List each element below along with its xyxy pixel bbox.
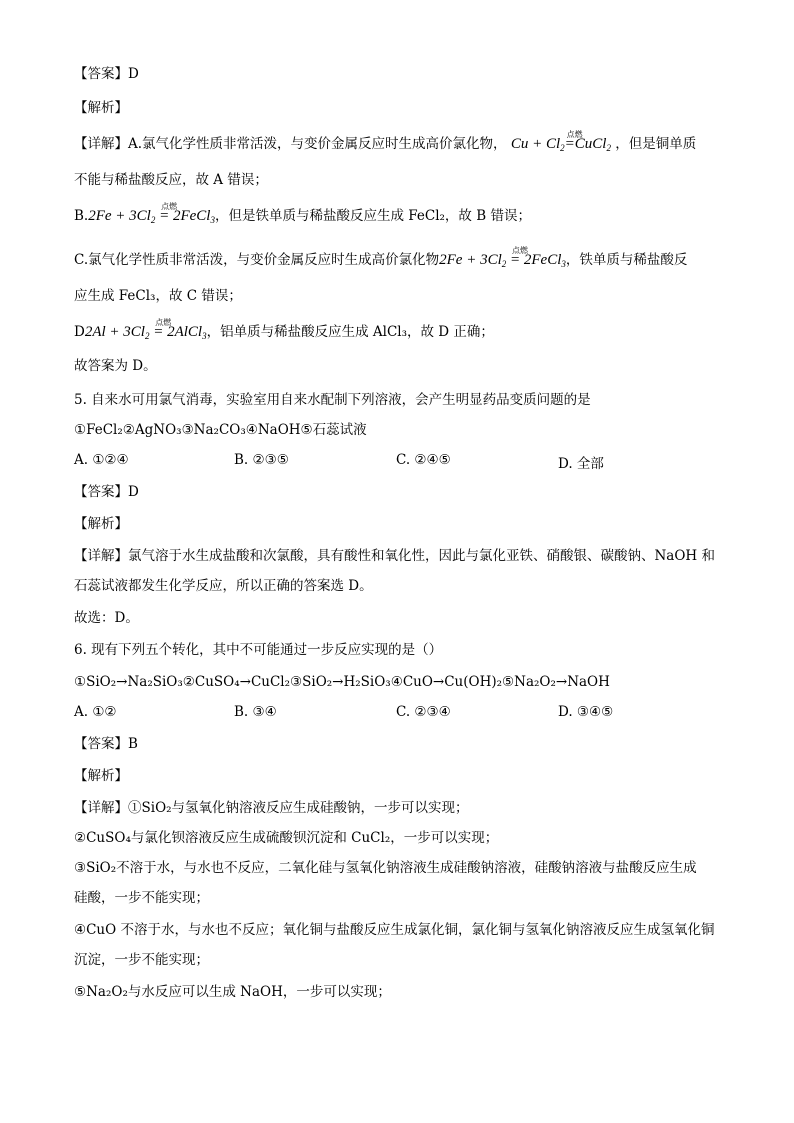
detail-c-line1: C.氯气化学性质非常活泼，与变价金属反应时生成高价氯化物$2Fe + 3Cl_2$ = 点燃 2FeCl$_3$，铁单质与稀盐酸反 — [74, 246, 688, 269]
q5-option-c: C. ②④⑤ — [396, 452, 451, 468]
analysis-label: 【解析】 — [74, 100, 128, 116]
detail-6-line7: ⑤Na₂O₂与水反应可以生成 NaOH，一步可以实现； — [74, 984, 391, 1000]
equation-cu: $Cu + Cl_2=$ 点燃 CuCl$_2$ — [510, 130, 611, 153]
question-5-items: ①FeCl₂②AgNO₃③Na₂CO₃④NaOH⑤石蕊试液 — [74, 422, 367, 438]
analysis-label-5: 【解析】 — [74, 516, 128, 532]
q5-option-a: A. ①②④ — [74, 452, 129, 468]
detail-a-line1: 【详解】A.氯气化学性质非常活泼，与变价金属反应时生成高价氯化物， $Cu + Cl_2=$ 点燃 CuCl$_2$ ，但是铜单质 — [74, 130, 697, 153]
detail-d-line: $D2Al + 3Cl_2$ = 点燃 2AlCl$_3$，铝单质与稀盐酸反应生成 AlCl₃，故 D 正确； — [74, 318, 494, 341]
analysis-label-6: 【解析】 — [74, 768, 128, 784]
detail-6-line2: ②CuSO₄与氯化钡溶液反应生成硫酸钡沉淀和 CuCl₂，一步可以实现； — [74, 830, 499, 846]
detail-6-line3: ③SiO₂不溶于水，与水也不反应，二氧化硅与氢氧化钠溶液生成硅酸钠溶液，硅酸钠溶液与盐酸反应生成 — [74, 860, 697, 876]
q5-option-d: D. 全部 — [558, 456, 604, 472]
conclusion-4: 故答案为 D。 — [74, 358, 157, 374]
equation-fe-b: $2Fe + 3Cl_2$ = 点燃 2FeCl$_3$ — [88, 202, 215, 225]
equation-fe-c: $2Fe + 3Cl_2$ = 点燃 2FeCl$_3$ — [439, 246, 566, 269]
answer-label-5: 【答案】D — [74, 484, 139, 500]
question-6: 6. 现有下列五个转化，其中不可能通过一步反应实现的是（） — [74, 642, 443, 658]
equation-al: $2Al + 3Cl_2$ = 点燃 2AlCl$_3$ — [84, 318, 207, 341]
q6-option-c: C. ②③④ — [396, 704, 451, 720]
q6-option-b: B. ③④ — [234, 704, 277, 720]
detail-b-line: $B.2Fe + 3Cl_2$ = 点燃 2FeCl$_3$，但是铁单质与稀盐酸反应生成 FeCl₂，故 B 错误； — [74, 202, 531, 225]
conclusion-5: 故选：D。 — [74, 610, 139, 626]
q5-option-b: B. ②③⑤ — [234, 452, 289, 468]
question-6-items: ①SiO₂→Na₂SiO₃②CuSO₄→CuCl₂③SiO₂→H₂SiO₃④CuO→Cu(OH)₂⑤Na₂O₂→NaOH — [74, 674, 610, 690]
q6-option-a: A. ①② — [74, 704, 117, 720]
detail-5-line2: 石蕊试液都发生化学反应，所以正确的答案选 D。 — [74, 578, 373, 594]
answer-label: 【答案】D — [74, 66, 139, 82]
detail-6-line1: 【详解】①SiO₂与氢氧化钠溶液反应生成硅酸钠，一步可以实现； — [74, 800, 469, 816]
question-5: 5. 自来水可用氯气消毒，实验室用自来水配制下列溶液，会产生明显药品变质问题的是 — [74, 392, 591, 408]
detail-6-line5: ④CuO 不溶于水，与水也不反应；氧化铜与盐酸反应生成氯化铜，氯化铜与氢氧化钠溶液反应生成氢氧化铜 — [74, 922, 715, 938]
detail-6-line4: 硅酸，一步不能实现； — [74, 890, 209, 906]
detail-5-line1: 【详解】氯气溶于水生成盐酸和次氯酸，具有酸性和氧化性，因此与氯化亚铁、硝酸银、碳酸钠、NaOH 和 — [74, 548, 715, 564]
q6-option-d: D. ③④⑤ — [558, 704, 614, 720]
detail-6-line6: 沉淀，一步不能实现； — [74, 952, 209, 968]
detail-a-line2: 不能与稀盐酸反应，故 A 错误； — [74, 172, 268, 188]
answer-label-6: 【答案】B — [74, 736, 138, 752]
detail-c-line2: 应生成 FeCl₃，故 C 错误； — [74, 288, 242, 304]
